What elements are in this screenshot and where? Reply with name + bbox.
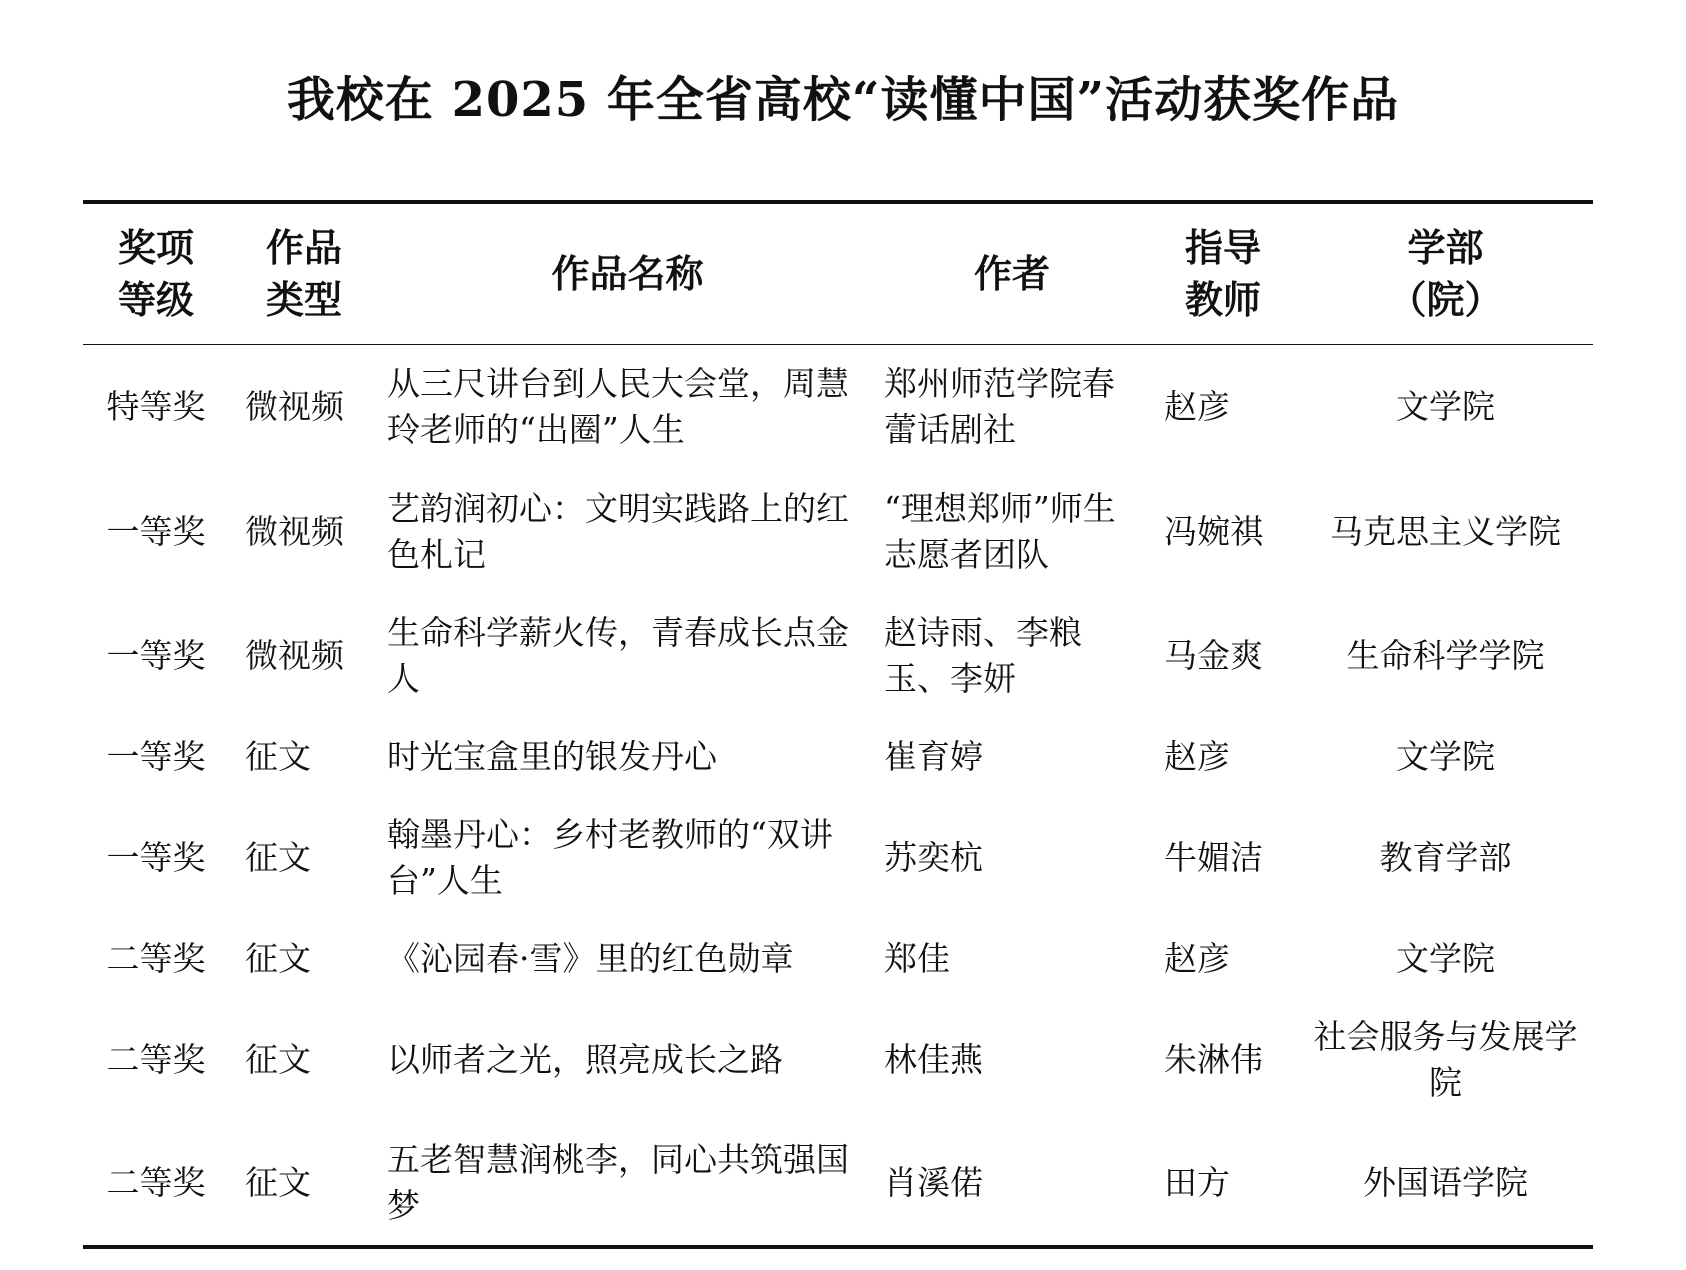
department-cell: 生命科学学院 (1346, 635, 1545, 675)
department-cell: 外国语学院 (1363, 1163, 1528, 1202)
work-type-cell: 征文 (245, 1039, 311, 1079)
header-award-level-line2: 等级 (117, 277, 194, 322)
work-title-cell: 艺韵润初心：文明实践路上的红色札记 (387, 488, 849, 574)
work-type-cell: 微视频 (245, 635, 344, 675)
author-cell: 崔育婷 (884, 736, 983, 776)
author-cell: 肖溪偌 (884, 1163, 983, 1202)
work-title-cell: 生命科学薪火传，青春成长点金人 (387, 612, 849, 698)
author-cell: 苏奕杭 (884, 837, 983, 877)
department-cell: 教育学部 (1379, 837, 1512, 877)
table-row (83, 1122, 1593, 1247)
header-award-level (83, 202, 229, 345)
award-level-cell: 特等奖 (106, 387, 206, 427)
work-type-cell: 征文 (245, 1163, 311, 1202)
author-cell: 赵诗雨、李粮玉、李妍 (884, 612, 1082, 698)
author-cell: 林佳燕 (884, 1039, 983, 1079)
header-work-type-line1: 作品 (265, 225, 342, 270)
table-row (83, 998, 1593, 1122)
work-title-cell: 从三尺讲台到人民大会堂，周慧玲老师的“出圈”人生 (387, 364, 849, 450)
award-level-cell: 二等奖 (106, 1039, 206, 1079)
advisor-cell: 赵彦 (1164, 387, 1230, 427)
table-row (83, 470, 1593, 594)
award-table (83, 200, 1593, 1249)
department-cell: 文学院 (1396, 387, 1495, 427)
advisor-cell: 赵彦 (1164, 938, 1230, 978)
work-type-cell: 微视频 (245, 511, 344, 551)
advisor-cell: 朱淋伟 (1164, 1039, 1263, 1079)
header-advisor-line2: 教师 (1184, 277, 1261, 322)
header-advisor (1148, 202, 1298, 345)
award-level-cell: 一等奖 (106, 635, 206, 675)
department-cell: 社会服务与发展学院 (1313, 1016, 1578, 1102)
header-advisor-line1: 指导 (1184, 225, 1261, 270)
department-cell: 文学院 (1396, 938, 1495, 978)
table-row (83, 594, 1593, 718)
author-cell: 郑州师范学院春蕾话剧社 (884, 364, 1115, 450)
work-type-cell: 征文 (245, 736, 311, 776)
header-work-type-line2: 类型 (265, 277, 342, 322)
advisor-cell: 牛媚洁 (1164, 837, 1263, 877)
advisor-cell: 马金爽 (1164, 635, 1263, 675)
header-department (1298, 202, 1593, 345)
work-title-cell: 《沁园春·雪》里的红色勋章 (387, 938, 794, 978)
advisor-cell: 赵彦 (1164, 736, 1230, 776)
header-work-type (229, 202, 379, 345)
work-title-cell: 五老智慧润桃李，同心共筑强国梦 (387, 1140, 849, 1225)
header-author: 作者 (876, 202, 1148, 345)
table-header-row (83, 202, 1593, 345)
table-row (83, 718, 1593, 796)
work-title-cell: 翰墨丹心：乡村老教师的“双讲台”人生 (387, 814, 833, 900)
header-award-level-line1: 奖项 (117, 225, 194, 270)
work-title-cell: 以师者之光，照亮成长之路 (387, 1039, 783, 1079)
department-cell: 文学院 (1396, 736, 1495, 776)
table-row (83, 920, 1593, 998)
table-row (83, 796, 1593, 920)
work-title-cell: 时光宝盒里的银发丹心 (387, 736, 717, 776)
header-department-line1: 学部 (1407, 225, 1484, 270)
table-row (83, 345, 1593, 470)
award-level-cell: 二等奖 (106, 938, 206, 978)
advisor-cell: 冯婉祺 (1164, 511, 1263, 551)
award-level-cell: 一等奖 (106, 736, 206, 776)
work-type-cell: 微视频 (245, 387, 344, 427)
author-cell: 郑佳 (884, 938, 950, 978)
department-cell: 马克思主义学院 (1330, 511, 1561, 551)
author-cell: “理想郑师”师生志愿者团队 (884, 488, 1116, 574)
document-title: 我校在 2025 年全省高校“读懂中国”活动获奖作品 (286, 72, 1400, 128)
award-level-cell: 一等奖 (106, 837, 206, 877)
header-work-title: 作品名称 (379, 202, 876, 345)
award-level-cell: 二等奖 (106, 1163, 206, 1202)
award-level-cell: 一等奖 (106, 511, 206, 551)
work-type-cell: 征文 (245, 938, 311, 978)
header-department-line2: （院） (1388, 277, 1503, 322)
work-type-cell: 征文 (245, 837, 311, 877)
advisor-cell: 田方 (1164, 1163, 1230, 1202)
